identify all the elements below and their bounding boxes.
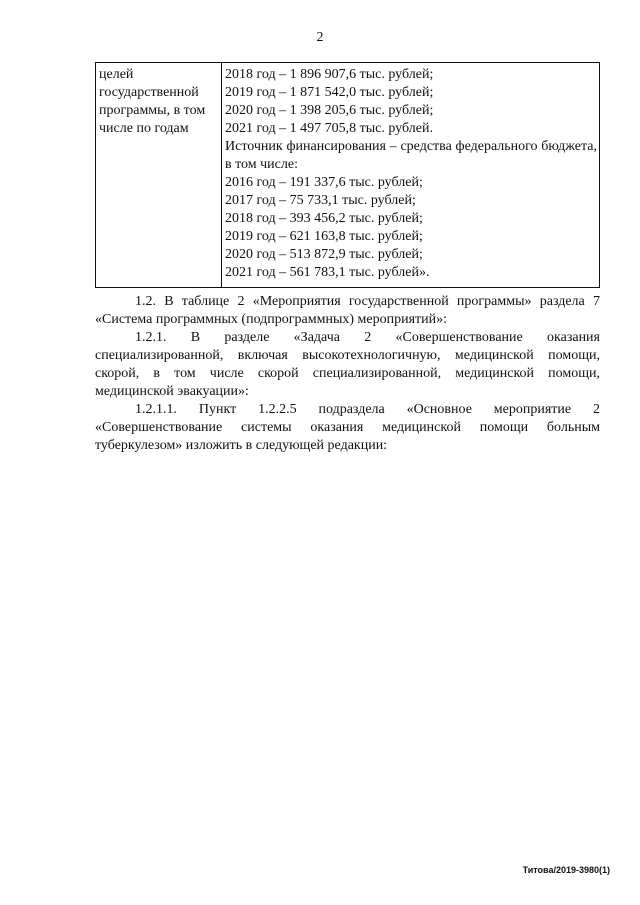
amount-line: 2019 год – 1 871 542,0 тыс. рублей;	[225, 85, 434, 100]
amount-line: 2021 год – 1 497 705,8 тыс. рублей.	[225, 121, 433, 136]
paragraph: 1.2. В таблице 2 «Мероприятия государственной программы» раздела 7 «Система программных (подпрограммных) мероприятий»:	[95, 294, 600, 327]
amount-line: 2020 год – 513 872,9 тыс. рублей;	[225, 247, 423, 262]
purpose-line: числе по годам	[99, 121, 189, 136]
document-code: Титова/2019-3980(1)	[522, 865, 610, 875]
amount-line: 2019 год – 621 163,8 тыс. рублей;	[225, 229, 423, 244]
amount-line: 2018 год – 393 456,2 тыс. рублей;	[225, 211, 423, 226]
amount-line: 2020 год – 1 398 205,6 тыс. рублей;	[225, 103, 434, 118]
amount-line: 2021 год – 561 783,1 тыс. рублей».	[225, 265, 430, 280]
paragraph: 1.2.1. В разделе «Задача 2 «Совершенствование оказания специализированной, включая высокотехнологичную, медицинской помощи, скорой, в том числе скорой специализированной, медицинской помощи, медицинской эвакуации»:	[95, 330, 600, 399]
purpose-line: государственной	[99, 85, 199, 100]
purpose-line: целей	[99, 67, 134, 82]
document-body	[95, 293, 600, 455]
amount-line: 2016 год – 191 337,6 тыс. рублей;	[225, 175, 423, 190]
paragraph: 1.2.1.1. Пункт 1.2.2.5 подраздела «Основное мероприятие 2 «Совершенствование системы оказания медицинской помощи больным туберкулезом» изложить в следующей редакции:	[95, 402, 600, 453]
purpose-line: программы, в том	[99, 103, 206, 118]
table-cell-amounts	[222, 63, 600, 288]
page-number: 2	[316, 30, 324, 45]
table-cell-purpose	[96, 63, 222, 288]
table-row	[96, 63, 600, 288]
financing-table	[95, 62, 600, 288]
funding-source-line: Источник финансирования – средства федерального бюджета, в том числе:	[225, 139, 597, 172]
amount-line: 2017 год – 75 733,1 тыс. рублей;	[225, 193, 416, 208]
amount-line: 2018 год – 1 896 907,6 тыс. рублей;	[225, 67, 434, 82]
